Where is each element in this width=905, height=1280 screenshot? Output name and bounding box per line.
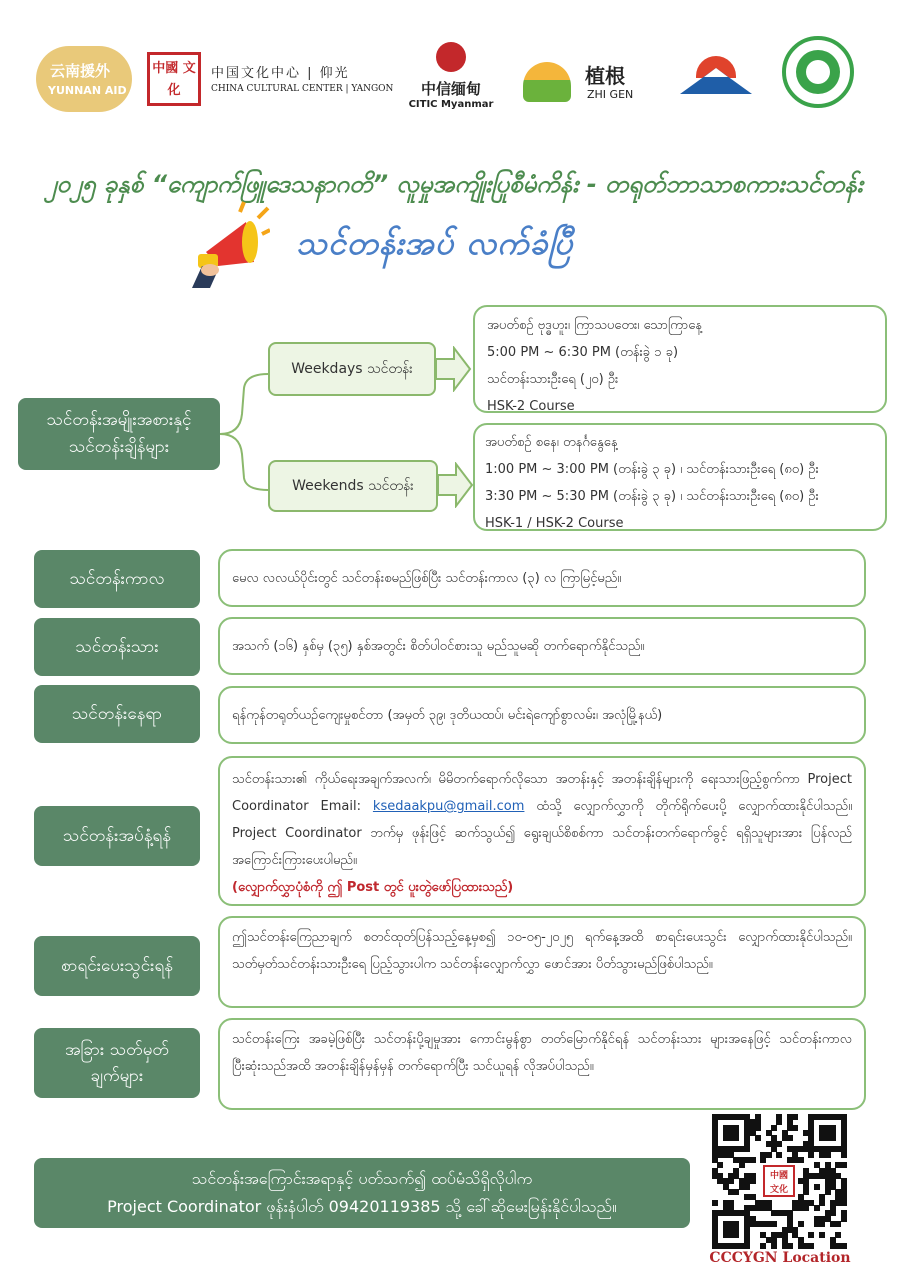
qr-module [808,1152,814,1158]
qr-code-label: CCCYGN Location [709,1250,851,1266]
qr-module [760,1157,766,1163]
qr-module [771,1243,777,1249]
location-details [218,686,866,744]
china-cultural-center-logo [147,52,394,108]
weekends-details [473,423,887,531]
contact-banner [34,1158,690,1228]
qr-module [841,1200,847,1206]
other-label: အခြား သတ်မှတ်ချက်များ [34,1028,200,1098]
qr-module [744,1146,750,1152]
qr-module [776,1119,782,1125]
qr-module [814,1184,820,1190]
qr-module [750,1178,756,1184]
weekends-time-2: 3:30 PM ~ 5:30 PM (တန်းခွဲ ၃ ခု) ၊ သင်တန်းသားဦးရေ (၈၀) ဦး [485,489,819,504]
student-details [218,617,866,675]
qr-module [733,1135,739,1141]
citic-logo-cn: 中信缅甸 [420,80,481,98]
sunrise-leaf-icon [523,62,571,102]
qr-module [841,1162,847,1168]
qr-module [819,1200,825,1206]
qr-module [744,1243,750,1249]
qr-module [808,1243,814,1249]
student-text: အသက် (၁၆) နှစ်မှ (၃၅) နှစ်အတွင်း စိတ်ပါဝင်စားသူ မည်သူမဆို တက်ရောက်နိုင်သည်။ [232,638,645,654]
qr-module [819,1221,825,1227]
qr-module [830,1135,836,1141]
other-text: သင်တန်းကြေး အခမဲ့ဖြစ်ပြီး သင်တန်းပို့ချမှုအား ကောင်းမွန်စွာ တတ်မြောက်နိုင်ရန် သင်တန်းသား များအနေဖြင့် သင်တန်းကာလပြီးဆုံးသည်အထိ အတန်းချိန်မှန်မှန် တက်ရောက်ပြီး သင်ယူရန် လိုအပ်ပါသည်။ [232,1032,852,1074]
qr-module [771,1221,777,1227]
weekends-course: HSK-1 / HSK-2 Course [485,516,624,531]
location-qr-code[interactable] [712,1114,846,1248]
qr-center-logo: 中國 文化 [763,1165,795,1197]
qr-module [733,1189,739,1195]
qr-module [776,1152,782,1158]
china-cultural-center-mark: 中國 文化 [147,52,201,106]
weekdays-days: အပတ်စဉ် ဗုဒ္ဓဟူး၊ ကြာသပတေး၊ သောကြာနေ့ [487,318,703,333]
yunnan-aid-logo [36,46,132,112]
yunnan-aid-logo-en: YUNNAN AID [48,84,127,97]
citic-logo-en: CITIC Myanmar [408,99,494,110]
weekdays-course-label: Weekdays သင်တန်း [268,342,436,396]
register-label: စာရင်းပေးသွင်းရန် [34,936,200,996]
qr-module [825,1152,831,1158]
qr-module [825,1189,831,1195]
qr-module [841,1216,847,1222]
qr-module [835,1232,841,1238]
coordinator-email-link[interactable]: ksedaakpu@gmail.com [372,799,525,814]
citic-myanmar-logo [405,42,497,112]
zhigen-logo-en: ZHI GEN [587,88,634,101]
qr-module [808,1232,814,1238]
qr-module [728,1178,734,1184]
china-cultural-center-en: CHINA CULTURAL CENTER | YANGON [211,84,394,94]
qr-module [771,1125,777,1131]
qr-module [733,1232,739,1238]
qr-module [744,1184,750,1190]
weekdays-capacity: သင်တန်းသားဦးရေ (၂၀) ဦး [487,372,619,387]
subheading: သင်တန်းအပ် လက်ခံပြီ [296,224,574,262]
qr-module [792,1114,798,1120]
yunnan-aid-logo-cn: 云南援外 [50,62,111,80]
qr-module [755,1125,761,1131]
headline: ၂၀၂၅ ခုနှစ် “ကျောက်ဖြူဒေသနာဂတိ” လူမှုအကျိုးပြုစီမံကိန်း - တရုတ်ဘာသာစကားသင်တန်း [44,170,864,198]
qr-module [814,1205,820,1211]
qr-module [787,1135,793,1141]
weekends-days: အပတ်စဉ် စနေ၊ တနင်္ဂနွေနေ့ [485,435,618,450]
qr-module [755,1135,761,1141]
qr-module [787,1243,793,1249]
arrow-right-icon [436,346,472,392]
qr-module [803,1205,809,1211]
qr-module [776,1141,782,1147]
mountain-sun-icon [676,54,756,106]
register-text: ဤသင်တန်းကြေညာချက် စတင်ထုတ်ပြန်သည့်နေ့မှစ၍ ၁၀-၀၅-၂၀၂၅ ရက်နေ့အထိ စာရင်းပေးသွင်း လျှောက်ထားနိုင်ပါသည်။ သတ်မှတ်သင်တန်းသားဦးရေ ပြည့်သွားပါက သင်တန်းလျှောက်လွှာ ဖောင်အား ပိတ်သွားမည်ဖြစ်ပါသည်။ [232,930,852,972]
qr-module [739,1162,745,1168]
apply-label: သင်တန်းအပ်နံ့ရန် [34,806,200,866]
weekends-course-label: Weekends သင်တန်း [268,460,438,512]
qr-module [819,1232,825,1238]
weekdays-details [473,305,887,413]
qr-module [712,1200,718,1206]
confucius-classroom-seal-icon [782,36,854,108]
course-types-label: သင်တန်းအမျိုးအစားနှင့် သင်တန်းချိန်များ [18,398,220,470]
period-details [218,549,866,607]
qr-module [798,1157,804,1163]
qr-module [841,1243,847,1249]
qr-module [798,1221,804,1227]
location-text: ရန်ကုန်တရုတ်ယဉ်ကျေးမှုစင်တာ (အမှတ် ၃၉၊ ဒုတိယထပ်၊ မင်းရဲကျော်စွာလမ်း၊ အလုံမြို့နယ်) [232,707,663,723]
qr-module [835,1221,841,1227]
apply-details [218,756,866,906]
qr-module [717,1162,723,1168]
qr-module [803,1189,809,1195]
period-label: သင်တန်းကာလ [34,550,200,608]
citic-emblem-icon [436,42,466,72]
zhigen-logo-cn: 植根 [585,64,625,88]
qr-module [841,1152,847,1158]
period-text: မေလ လလယ်ပိုင်းတွင် သင်တန်းစမည်ဖြစ်ပြီး သင်တန်းကာလ (၃) လ ကြာမြင့်မည်။ [232,570,622,586]
zhigen-logo [523,58,645,108]
contact-line-1: သင်တန်းအကြောင်းအရာနှင့် ပတ်သက်၍ ထပ်မံသိရှိလိုပါက [191,1169,533,1188]
qr-module [750,1157,756,1163]
weekdays-course: HSK-2 Course [487,399,575,414]
apply-note: (လျှောက်လွှာပုံစံကို ဤ Post တွင် ပူးတွဲဖော်ပြထားသည်) [232,880,514,895]
student-label: သင်တန်းသား [34,618,200,676]
apply-text: သင်တန်းသား၏ ကိုယ်ရေးအချက်အလက်၊ မိမိတက်ရောက်လိုသော အတန်းနှင့် အတန်းချိန်များကို ရေးသားဖြည့်စွက်ကာ Project Coordinator Email: ksedaakpu@gmail.com ထံသို့ လျှောက်လွှာကို တိုက်ရိုက်ပေးပို့ လျှောက်ထားနိုင်ပါသည်။ Project Coordinator ဘက်မှ ဖုန်းဖြင့် ဆက်သွယ်၍ ရွေးချယ်စိစစ်ကာ သင်တန်းတက်ရောက်ခွင့် ရရှိသူများအား ပြန်လည်အကြောင်းကြားပေးပါမည်။ [232,772,853,868]
qr-module [792,1125,798,1131]
qr-module [760,1243,766,1249]
contact-line-2: Project Coordinator ဖုန်းနံပါတ် 09420119385 သို့ ခေါ်ဆိုမေးမြန်းနိုင်ပါသည်။ [107,1197,617,1216]
other-details [218,1018,866,1110]
arrow-right-icon [438,462,474,508]
weekdays-time: 5:00 PM ~ 6:30 PM (တန်းခွဲ ၁ ခု) [487,345,679,360]
weekends-time-1: 1:00 PM ~ 3:00 PM (တန်းခွဲ ၃ ခု) ၊ သင်တန်းသားဦးရေ (၈၀) ဦး [485,462,819,477]
qr-module [830,1210,836,1216]
china-cultural-center-cn: 中国文化中心 | 仰光 [211,66,350,81]
register-details [218,916,866,1008]
megaphone-icon [188,200,270,288]
location-label: သင်တန်းနေရာ [34,685,200,743]
qr-module [766,1152,772,1158]
